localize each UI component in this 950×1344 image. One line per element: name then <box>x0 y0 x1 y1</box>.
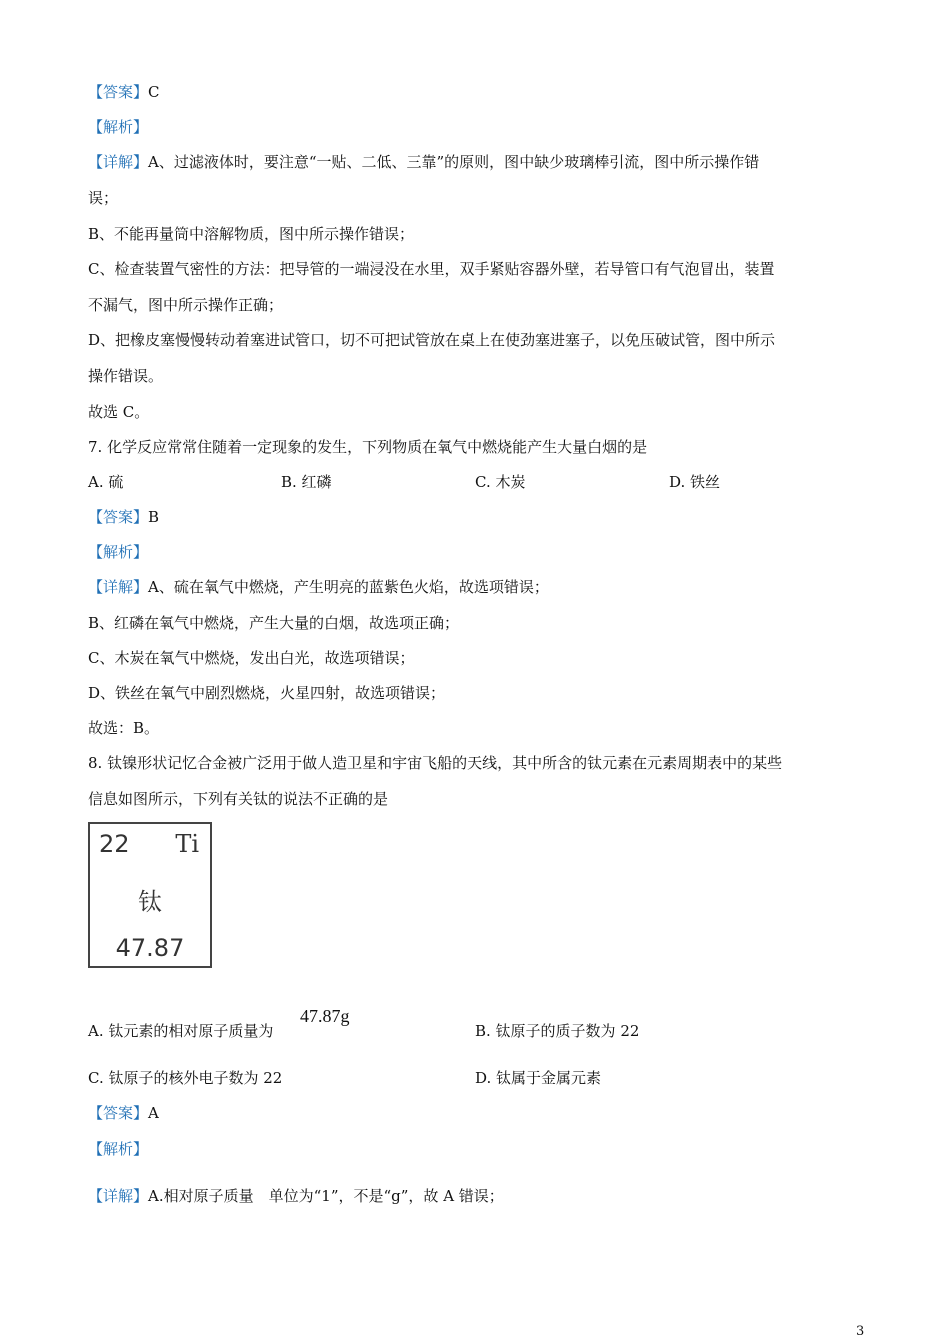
detail-text: A.相对原子质量 单位为“1”，不是“g”，故 A 错误； <box>148 1187 504 1205</box>
atomic-number: 22 <box>99 830 130 858</box>
answer-value: A <box>148 1104 159 1122</box>
answer-value: C <box>148 83 160 101</box>
answer-line <box>88 82 160 102</box>
detail-text-line: C、木炭在氧气中燃烧，发出白光，故选项错误； <box>88 649 415 667</box>
detail-text-line: 不漏气，图中所示操作正确； <box>88 296 284 314</box>
detail-text: A、硫在氧气中燃烧，产生明亮的蓝紫色火焰，故选项错误； <box>148 578 549 596</box>
detail-text-line: B、不能再量筒中溶解物质，图中所示操作错误； <box>88 225 415 243</box>
analysis-line <box>88 542 148 562</box>
detail-line <box>88 1186 504 1206</box>
detail-tag: 【详解】 <box>88 578 149 596</box>
element-symbol: Ti <box>175 830 199 858</box>
option-a: A. 钛元素的相对原子质量为 <box>88 1022 274 1040</box>
analysis-line <box>88 1139 148 1159</box>
detail-line <box>88 152 759 172</box>
analysis-tag: 【解析】 <box>88 543 149 561</box>
detail-text-line: D、把橡皮塞慢慢转动着塞进试管口，切不可把试管放在桌上在使劲塞进塞子，以免压破试管，图中所示 <box>88 331 776 349</box>
question-stem: 7. 化学反应常常住随着一定现象的发生，下列物质在氧气中燃烧能产生大量白烟的是 <box>88 438 648 456</box>
question-stem: 信息如图所示，下列有关钛的说法不正确的是 <box>88 790 389 808</box>
analysis-line <box>88 117 148 137</box>
option-d: D. 钛属于金属元素 <box>475 1069 602 1087</box>
detail-text-line: 误； <box>88 189 119 207</box>
analysis-tag: 【解析】 <box>88 118 149 136</box>
option-d: D. 铁丝 <box>669 473 721 491</box>
option-a: A. 硫 <box>88 473 124 491</box>
answer-line <box>88 1103 159 1123</box>
option-b: B. 红磷 <box>281 473 332 491</box>
answer-tag: 【答案】 <box>88 508 149 526</box>
option-c: C. 木炭 <box>475 473 526 491</box>
question-stem: 8. 钛镍形状记忆合金被广泛用于做人造卫星和宇宙飞船的天线，其中所含的钛元素在元素周期表中的某些 <box>88 754 783 772</box>
option-a-value: 47.87g <box>300 1006 350 1026</box>
detail-text-line: D、铁丝在氧气中剧烈燃烧，火星四射，故选项错误； <box>88 684 446 702</box>
option-b: B. 钛原子的质子数为 22 <box>475 1022 640 1040</box>
page-number: 3 <box>856 1324 865 1339</box>
detail-tag: 【详解】 <box>88 153 149 171</box>
option-c: C. 钛原子的核外电子数为 22 <box>88 1069 283 1087</box>
answer-value: B <box>148 508 160 526</box>
detail-line <box>88 577 549 597</box>
detail-text-line: B、红磷在氧气中燃烧，产生大量的白烟，故选项正确； <box>88 614 460 632</box>
periodic-element-card <box>88 822 212 968</box>
element-name: 钛 <box>138 888 162 916</box>
detail-tag: 【详解】 <box>88 1187 149 1205</box>
detail-text-line: 操作错误。 <box>88 367 164 385</box>
detail-text: A、过滤液体时，要注意“一贴、二低、三靠”的原则，图中缺少玻璃棒引流，图中所示操作错 <box>148 153 760 171</box>
answer-line <box>88 507 159 527</box>
analysis-tag: 【解析】 <box>88 1140 149 1158</box>
atomic-mass: 47.87 <box>115 934 185 962</box>
answer-tag: 【答案】 <box>88 1104 149 1122</box>
answer-tag: 【答案】 <box>88 83 149 101</box>
detail-text-line: C、检查装置气密性的方法：把导管的一端浸没在水里，双手紧贴容器外壁，若导管口有气泡冒出，装置 <box>88 260 775 278</box>
conclusion-line: 故选：B。 <box>88 719 160 737</box>
conclusion-line: 故选 C。 <box>88 403 150 421</box>
